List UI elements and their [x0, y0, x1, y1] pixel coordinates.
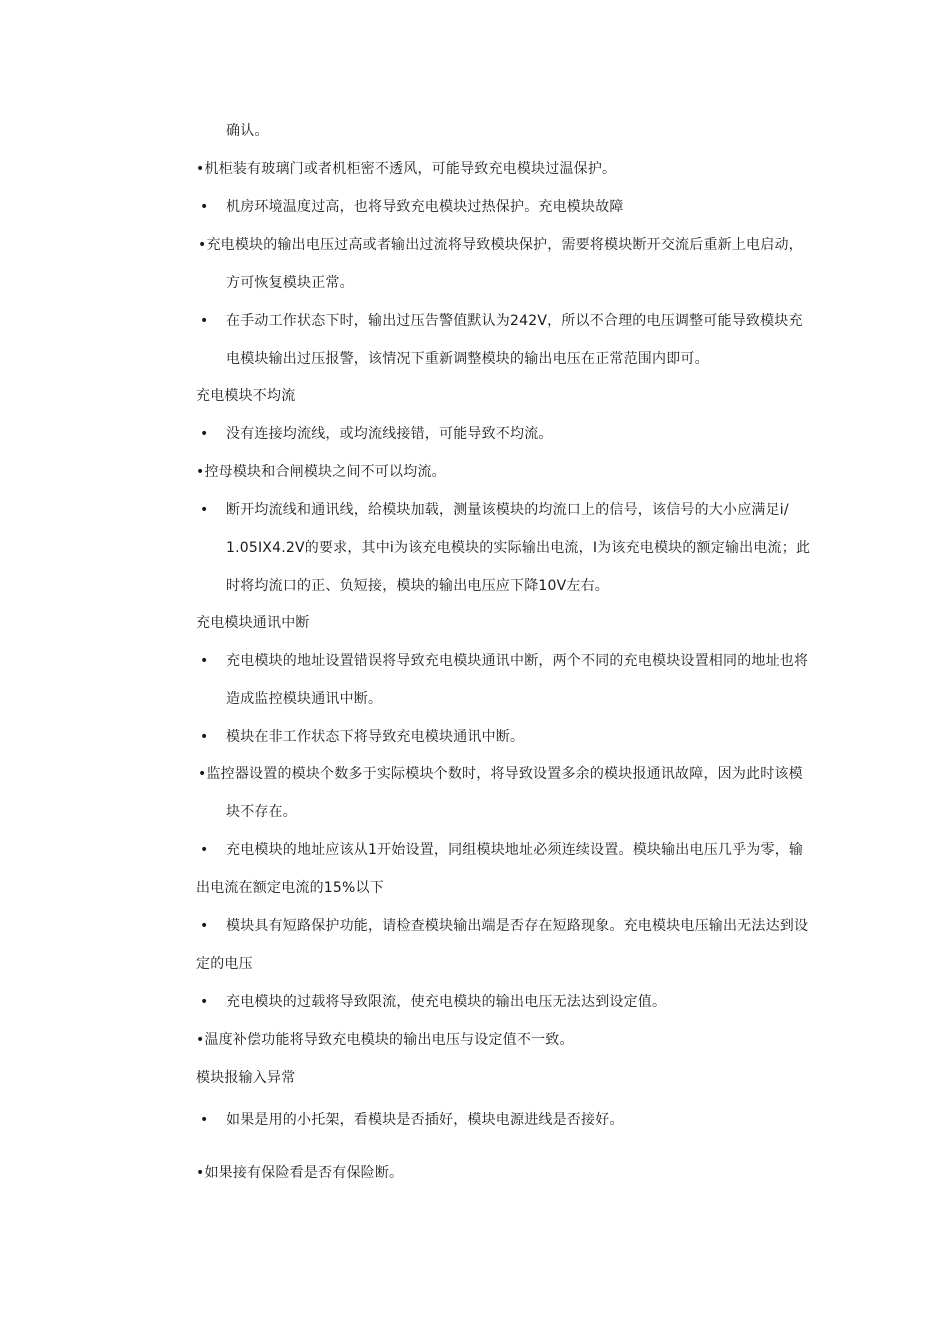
bullet-line: 如果是用的小托架，看模块是否插好，模块电源进线是否接好。 — [226, 1112, 624, 1128]
bullet-marker: • — [200, 199, 209, 215]
bullet-line: 断开均流线和通讯线，给模块加载，测量该模块的均流口上的信号，该信号的大小应满足i/ — [226, 502, 789, 518]
bullet-marker: • — [200, 994, 209, 1010]
text-line: 电模块输出过压报警，该情况下重新调整模块的输出电压在正常范围内即可。 — [226, 351, 709, 367]
bullet-marker: • — [200, 918, 209, 934]
bullet-line: •控母模块和合闸模块之间不可以均流。 — [196, 464, 446, 480]
text-line: 定的电压 — [196, 956, 253, 972]
bullet-marker: • — [200, 842, 209, 858]
bullet-line: •机柜装有玻璃门或者机柜密不透风，可能导致充电模块过温保护。 — [196, 161, 617, 177]
text-line: 确认。 — [226, 123, 269, 139]
bullet-marker: • — [200, 426, 209, 442]
bullet-line: 机房环境温度过高，也将导致充电模块过热保护。充电模块故障 — [226, 199, 624, 215]
bullet-line: •如果接有保险看是否有保险断。 — [196, 1165, 404, 1181]
bullet-marker: • — [200, 729, 209, 745]
bullet-line: 模块在非工作状态下将导致充电模块通讯中断。 — [226, 729, 525, 745]
text-line: 造成监控模块通讯中断。 — [226, 691, 383, 707]
text-line: 方可恢复模块正常。 — [226, 275, 354, 291]
bullet-line: •充电模块的输出电压过高或者输出过流将导致模块保护，需要将模块断开交流后重新上电启动， — [198, 237, 803, 253]
bullet-line: 没有连接均流线，或均流线接错，可能导致不均流。 — [226, 426, 553, 442]
bullet-line: 模块具有短路保护功能，请检查模块输出端是否存在短路现象。充电模块电压输出无法达到设 — [226, 918, 809, 934]
text-line: 1.05IX4.2V的要求，其中i为该充电模块的实际输出电流，I为该充电模块的额定输出电流；此 — [226, 540, 811, 556]
section-heading: 充电模块通讯中断 — [196, 615, 310, 631]
bullet-marker: • — [200, 502, 209, 518]
section-heading: 模块报输入异常 — [196, 1070, 296, 1086]
bullet-line: 充电模块的过载将导致限流，使充电模块的输出电压无法达到设定值。 — [226, 994, 667, 1010]
bullet-marker: • — [200, 313, 209, 329]
bullet-line: •监控器设置的模块个数多于实际模块个数时，将导致设置多余的模块报通讯故障，因为此时该模 — [198, 766, 803, 782]
section-heading: 充电模块不均流 — [196, 388, 296, 404]
text-line: 时将均流口的正、负短接，模块的输出电压应下降10V左右。 — [226, 578, 609, 594]
bullet-line: 在手动工作状态下时，输出过压告警值默认为242V，所以不合理的电压调整可能导致模块充 — [226, 313, 803, 329]
text-line: 出电流在额定电流的15%以下 — [196, 880, 384, 896]
bullet-marker: • — [200, 653, 209, 669]
bullet-marker: • — [200, 1112, 209, 1128]
bullet-line: 充电模块的地址应该从1开始设置，同组模块地址必须连续设置。模块输出电压几乎为零，输 — [226, 842, 804, 858]
bullet-line: 充电模块的地址设置错误将导致充电模块通讯中断，两个不同的充电模块设置相同的地址也将 — [226, 653, 809, 669]
text-line: 块不存在。 — [226, 804, 297, 820]
bullet-line: •温度补偿功能将导致充电模块的输出电压与设定值不一致。 — [196, 1032, 574, 1048]
